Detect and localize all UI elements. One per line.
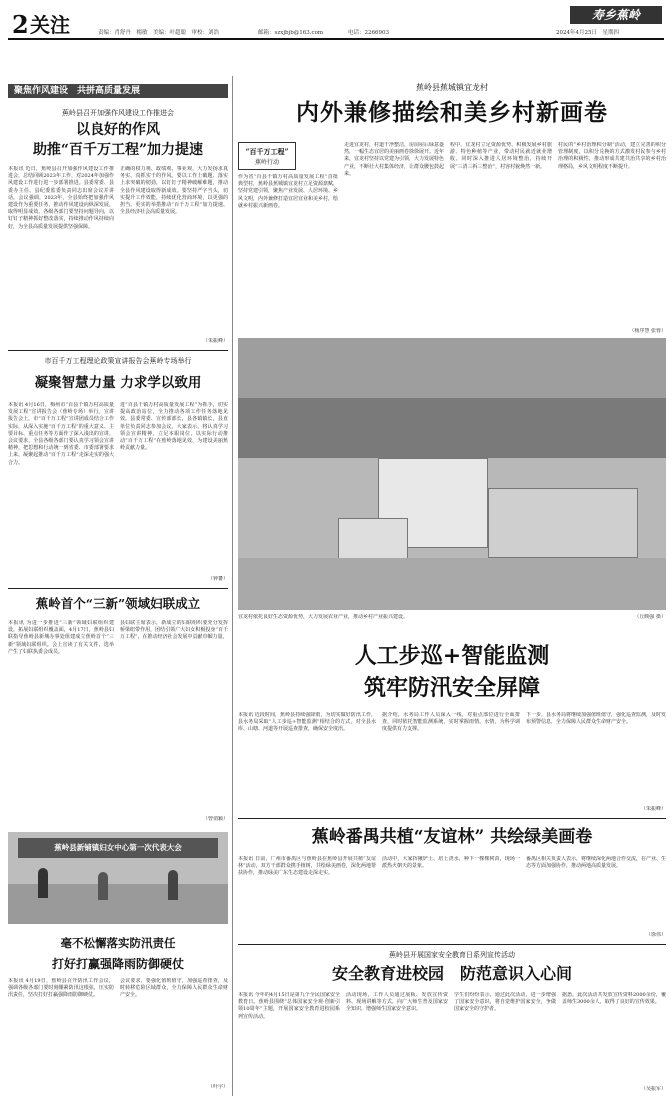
article-body: 会议要求，要强化值班值守，加强巡查排查，及时转移危险区域群众，全力保障人民群众生命财产安全。 [120, 978, 228, 999]
article-womens-federation [8, 590, 228, 830]
divider [8, 350, 228, 351]
stage-banner [18, 838, 218, 858]
section-title: 关注 [30, 13, 70, 37]
article-friendship-forest [238, 820, 666, 944]
article-body: 学生们纷纷表示，通过此次活动，进一步增强了国家安全意识，将自觉维护国家安全，争做国家安全的守护者。 [454, 992, 556, 1013]
article-body: 正确的权力观、政绩观、事业观，大力发扬求真务实、真抓实干的作风。要以工作上破题、落实上求突破的韧劲，以钉钉子精神破解难题，推动全县作风建设取得新成效。要坚持严字当头，切实提升工作效能，持续优化营商环境，以更强的担当、更实的举措推动“百千万工程”加力提速、全县经济社会高质量发展。 [120, 166, 228, 216]
article-body: 本报讯 近日，蕉岭县召开加强作风建设工作推进会，总结回顾2023年工作，对2024年加强作风建设工作进行进一步部署推进。县委常委、县委办主任、县纪委监委负责同志出席会议并讲话。会议强调，2023年，全县始终把加强作风建设作为重要任务，推动作风建设向纵深发展，取得明显成效。各级各部门要坚持问题导向，以钉钉子精神抓好整改落实，持续推动作风持续向好，为全县高质量发展提供坚强保障。 [8, 166, 114, 230]
photo-caption: 宜龙村依托良好生态资源优势，大力发展农业产业，推动乡村产业振兴建设。 [238, 614, 409, 620]
article-kicker: 蕉岭县开展国家安全教育日系列宣传活动 [389, 951, 515, 959]
editors-info: 责编：肖舒丹 楊敏 美编：叶超聪 审校：刘浩 [98, 30, 220, 36]
person [38, 868, 48, 898]
article-title: 助推“百千万工程”加力提速 [32, 142, 204, 158]
article-kicker: 市百千万工程理论政策宣讲报告会蕉岭专场举行 [44, 357, 192, 365]
story-byline: （杨序慧 张蓉） [629, 328, 666, 334]
article-body: 下一步，县水务局将继续加强值班值守，强化巡查监测，及时发布预警信息，全力保障人民群众生命财产安全。 [526, 712, 666, 726]
masthead-logo: 寿乡蕉岭 [570, 6, 662, 24]
divider [8, 588, 228, 589]
top-story [238, 76, 666, 338]
phone-info: 电话：2266903 [348, 30, 389, 36]
photo-village-aerial [238, 338, 666, 610]
field [238, 558, 666, 610]
story-tag [238, 142, 296, 170]
article-title: 打好打赢强降雨防御硬仗 [51, 957, 184, 971]
article-byline: （曾俏颖） [202, 816, 228, 822]
column-divider [232, 76, 233, 1096]
header-rule [8, 38, 664, 40]
divider [238, 944, 666, 945]
article-byline: （吴振军） [640, 1086, 666, 1092]
story-body: 程中，宜龙村立足资源优势，积极发展乡村旅游、特色种植等产业，带动村民就近就业增收。同时深入推进人居环境整治，持续开展“三清三拆三整治”，村容村貌焕然一新。 [450, 142, 552, 170]
story-title: 内外兼修描绘和美乡村新画卷 [296, 99, 608, 126]
article-title: 人工步巡+智能监测 [354, 643, 550, 669]
story-kicker: 蕉岭县蕉城镇宜龙村 [416, 83, 488, 92]
hillside-trees [238, 398, 666, 458]
article-body: 据介绍，水务局工作人员深入一线，对重点部位进行全面排查，同时依托智能监测系统，实时掌握雨情、水情，为科学调度提供有力支撑。 [382, 712, 520, 733]
story-body: 作为省“百县千镇万村高质量发展工程”首批典型村，蕉岭县蕉城镇宜龙村立足资源禀赋，坚持党建引领，聚焦产业发展、人居环境、乡风文明，内外兼修打造宜居宜业和美乡村，绘就乡村振兴新画卷。 [238, 174, 338, 209]
issue-date: 2024年4月25日 星期四 [556, 30, 619, 36]
article-body: 活动中，大家挥锹铲土、培土浇水，种下一棵棵树苗，现场一派热火朝天的景象。 [382, 856, 520, 870]
article-byline: （朱振峰） [202, 338, 228, 344]
person [168, 870, 178, 900]
divider [238, 818, 666, 819]
banner-sign-text: 蕉岭县新铺镇妇女中心第一次代表大会 [54, 843, 182, 852]
article-byline: （朱振峰） [640, 806, 666, 812]
article-body: 本报讯 为进一步推进“三新”领域妇联组织建设，拓展妇联组织覆盖面，4月17日，蕉岭县妇联指导蕉岭县新城办事处组建成立蕉岭首个“三新”领域妇联组织。会上宣读了有关文件，选举产生了妇联执委会成员。 [8, 620, 114, 655]
section-banner [8, 84, 228, 98]
building [488, 488, 638, 558]
story-body: 走进宜龙村，村道干净整洁，房前屋后绿意盎然，一幅生态宜居的美丽画卷徐徐展开。近年来，宜龙村坚持以党建为引领，大力发展特色产业，不断壮大村集体经济，让群众腰包鼓起来。 [344, 142, 444, 177]
article-flood-monitoring [238, 630, 666, 816]
email-info: 邮箱：szxjbjb@163.com [258, 30, 324, 36]
article-body: 本报讯 今年的4月15日是第九个全民国家安全教育日。蕉岭县围绕“总体国家安全观·创新引领10周年”主题，开展国家安全教育进校园系列宣传活动。 [238, 992, 340, 1020]
article-publicity [8, 352, 228, 588]
tag-sub: 蕉岭行动 [254, 159, 279, 166]
article-title: 以良好的作风 [76, 122, 160, 138]
article-byline: （徐伟） [645, 932, 666, 938]
article-security-education [238, 946, 666, 1096]
article-title: 筑牢防汛安全屏障 [363, 675, 540, 701]
story-body: 村民的“乡村治理积分制”活动，建立完善的积分管理制度，以积分兑换的方式激发村民参与乡村治理的积极性，推动形成共建共治共享的乡村治理格局，乡风文明程度不断提升。 [558, 142, 666, 170]
article-kicker: 蕉岭县召开加强作风建设工作推进会 [62, 109, 174, 117]
article-title: 蕉岭番禺共植“友谊林” 共绘绿美画卷 [311, 827, 593, 847]
article-byline: （叶宇） [207, 1084, 228, 1090]
tag-label: “百千万工程” [245, 147, 289, 156]
article-work-style [8, 100, 228, 350]
article-body: 本报讯 近段时间，蕉岭县持续强降雨，为切实做好防汛工作，县水务局采取“人工步巡+智能监测”相结合的方式，对全县水库、山塘、河道等开展巡查排查，确保安全度汛。 [238, 712, 376, 733]
article-flood-response [8, 930, 228, 1096]
article-body: 本报讯 4月19日，蕉岭县召开防汛工作会议，强调各级各部门要时刻绷紧防汛这根弦，压实防汛责任，坚决打好打赢强降雨防御硬仗。 [8, 978, 114, 999]
article-title: 毫不松懈落实防汛责任 [60, 936, 176, 950]
photo-womens-congress [8, 832, 228, 924]
article-body: 县妇联主席表示，新成立的妇联组织要充分发挥桥梁纽带作用，团结引领广大妇女积极投身“百千万工程”，在推动经济社会发展中贡献巾帼力量。 [120, 620, 228, 641]
page-header [0, 0, 672, 40]
person [98, 872, 108, 900]
article-title: 凝聚智慧力量 力求学以致用 [34, 375, 202, 391]
photo-credit: （丘映强 摄） [634, 614, 666, 620]
banner-text: 聚焦作风建设 共拼高质量发展 [14, 86, 141, 96]
article-body: 活动现场，工作人员通过展板、发放宣传资料、现场讲解等方式，向广大师生普及国家安全知识，增强师生国家安全意识。 [346, 992, 448, 1013]
article-body: 番禺区相关负责人表示，将继续深化两地合作交流，在产业、生态等方面加强协作，推动两地高质量发展。 [526, 856, 666, 870]
page-number: 2 [12, 10, 29, 39]
article-title: 蕉岭首个“三新”领域妇联成立 [35, 596, 201, 611]
article-body: 据悉，此次活动共发放宣传资料2000余份，覆盖师生3000余人，取得了良好的宣传效果。 [562, 992, 666, 1006]
article-body: 进“百县千镇万村高质量发展工程”为抓手，切实提高政治站位，全力推动各项工作任务落地见效。县委常委、宣传部部长，县各镇镇长，县直单位负责同志参加会议。大家表示，将认真学习领会宣讲精神，立足本职岗位，以实际行动推动“百千万工程”在蕉岭落地见效，为建设美丽蕉岭贡献力量。 [120, 402, 228, 452]
article-body: 本报讯 4月16日，梅州市“百县千镇万村高质量发展工程”宣讲报告会（蕉岭专场）举行。宣讲报告会上，市“百千万工程”宣讲团成员结合工作实际，从深入实施“百千万工程”的重大意义、主要目标、重点任务等方面作了深入浅出的宣讲。会议要求，全县各级各部门要认真学习领会宣讲精神，把思想和行动统一到省委、市委部署要求上来，凝聚起推动“百千万工程”走深走实的强大合力。 [8, 402, 114, 466]
article-title: 安全教育进校园 防范意识入心间 [331, 964, 572, 983]
article-byline: （钟蕃） [207, 576, 228, 582]
article-body: 本报讯 日前，广州市番禺区与蕉岭县在蕉岭县开展共植“友谊林”活动，双方干部群众携手植树，共绘绿美画卷，深化两地帮扶协作，推动绿美广东生态建设走深走实。 [238, 856, 376, 877]
